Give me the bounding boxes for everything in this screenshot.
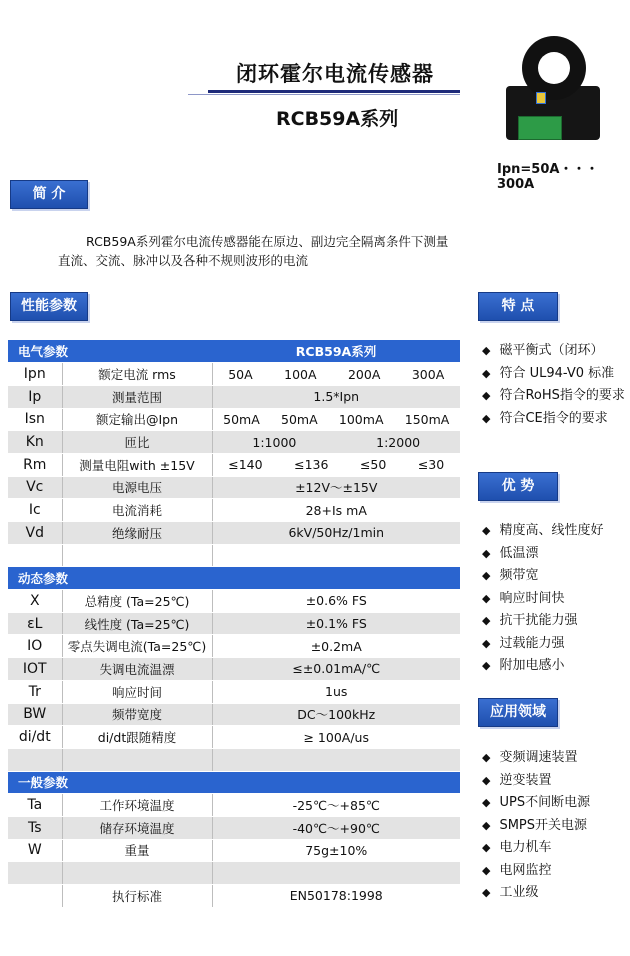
list-item: ◆ 附加电感小 <box>482 655 603 678</box>
param-name: 失调电流温漂 <box>62 658 212 681</box>
list-item-label: SMPS开关电源 <box>499 817 588 833</box>
table-row <box>8 680 460 703</box>
list-item: ◆ 变频调速装置 <box>482 747 590 770</box>
list-item: ◆ 符合 UL94-V0 标准 <box>482 363 625 386</box>
param-symbol: IO <box>8 635 62 658</box>
list-item: ◆ 符合CE指令的要求 <box>482 408 625 431</box>
list-item: ◆ 精度高、线性度好 <box>482 520 603 543</box>
table-row-blank <box>8 748 460 771</box>
list-item: ◆ 电力机车 <box>482 837 590 860</box>
param-symbol: Rm <box>8 453 62 476</box>
param-symbol: Ipn <box>8 363 62 386</box>
param-name: 电源电压 <box>62 476 212 499</box>
param-value: ±0.2mA <box>212 635 460 658</box>
list-item-label: 电力机车 <box>499 840 552 855</box>
param-name: 匝比 <box>62 431 212 454</box>
table-row <box>8 476 460 499</box>
param-value: DC～100kHz <box>212 703 460 726</box>
table-row <box>8 703 460 726</box>
param-value: ≥ 100A/us <box>212 726 460 749</box>
list-item-label: 精度高、线性度好 <box>499 523 604 538</box>
features-heading: 特 点 <box>478 292 558 321</box>
param-name: 额定电流 rms <box>62 363 212 386</box>
advantages-list <box>482 520 603 678</box>
param-symbol: Kn <box>8 431 62 454</box>
list-item-label: 符合 UL94-V0 标准 <box>499 365 615 381</box>
table-row <box>8 408 460 431</box>
param-value: 100mA <box>338 411 384 427</box>
table-row <box>8 590 460 613</box>
param-value: ±0.1% FS <box>212 612 460 635</box>
list-item-label: 抗干扰能力强 <box>499 613 578 628</box>
param-value: ±0.6% FS <box>212 590 460 613</box>
param-name: 绝缘耐压 <box>62 522 212 545</box>
param-symbol: di/dt <box>8 726 62 749</box>
param-value: ≤136 <box>294 457 329 473</box>
table-row <box>8 885 460 908</box>
list-item: ◆ UPS不间断电源 <box>482 792 590 815</box>
applications-list <box>482 747 590 905</box>
table-row-blank <box>8 862 460 885</box>
table-row <box>8 839 460 862</box>
param-value: -40℃～+90℃ <box>212 816 460 839</box>
performance-heading: 性能参数 <box>10 292 88 321</box>
table-row <box>8 522 460 545</box>
param-value: 300A <box>411 366 445 382</box>
intro-heading: 简 介 <box>10 180 88 209</box>
table-row <box>8 431 460 454</box>
list-item-label: 工业级 <box>499 885 539 900</box>
features-list <box>482 340 625 430</box>
table-row <box>8 385 460 408</box>
list-item: ◆ 频带宽 <box>482 565 603 588</box>
param-symbol: Vc <box>8 476 62 499</box>
intro-text: RCB59A系列霍尔电流传感器能在原边、副边完全隔离条件下测量直流、交流、脉冲以及各种不规则波形的电流 <box>58 234 449 268</box>
param-value: ≤30 <box>417 457 445 473</box>
ipn-range: Ipn=50A・・・300A <box>497 162 599 192</box>
advantages-heading: 优 势 <box>478 472 558 501</box>
list-item-label: 低温漂 <box>499 545 539 561</box>
list-item-label: 磁平衡式（闭环） <box>499 343 604 358</box>
specs-table <box>8 340 460 908</box>
param-value: 100A <box>284 366 317 382</box>
table-row <box>8 658 460 681</box>
series-label: RCB59A系列 <box>212 340 460 363</box>
list-item-label: 逆变装置 <box>499 772 552 788</box>
list-item: ◆ 逆变装置 <box>482 770 590 793</box>
list-item-label: 电网监控 <box>499 862 552 878</box>
table-row <box>8 794 460 817</box>
param-name: di/dt跟随精度 <box>62 726 212 749</box>
param-symbol: Isn <box>8 408 62 431</box>
section-label: 一般参数 <box>18 775 69 791</box>
sensor-product-image <box>506 36 600 146</box>
param-name: 额定输出@Ipn <box>62 408 212 431</box>
list-item: ◆ 符合RoHS指令的要求 <box>482 385 625 408</box>
list-item: ◆ SMPS开关电源 <box>482 815 590 838</box>
param-symbol: W <box>8 839 62 862</box>
list-item-label: 频带宽 <box>499 568 539 583</box>
param-value: 50mA <box>223 411 260 427</box>
param-value: ≤50 <box>359 457 387 473</box>
sensor-ring <box>522 36 586 100</box>
table-row-blank <box>8 544 460 567</box>
param-symbol: IOT <box>8 658 62 681</box>
param-value: 6kV/50Hz/1min <box>212 522 460 545</box>
param-value: 150mA <box>404 411 450 427</box>
param-value: 75g±10% <box>212 839 460 862</box>
param-symbol: Vd <box>8 522 62 545</box>
param-name: 测量电阻with ±15V <box>62 453 212 476</box>
sensor-connector <box>518 116 562 140</box>
param-name: 线性度 (Ta=25℃) <box>62 612 212 635</box>
param-value: 50mA <box>281 411 318 427</box>
page-subtitle: RCB59A系列 <box>276 108 399 130</box>
section-label: 动态参数 <box>18 571 69 587</box>
list-item-label: 响应时间快 <box>499 590 565 606</box>
list-item: ◆ 过载能力强 <box>482 633 603 656</box>
list-item: ◆ 磁平衡式（闭环） <box>482 340 625 363</box>
param-value: EN50178:1998 <box>212 885 460 908</box>
param-name: 频带宽度 <box>62 703 212 726</box>
list-item: ◆ 低温漂 <box>482 543 603 566</box>
param-name: 执行标准 <box>62 885 212 908</box>
param-symbol: X <box>8 590 62 613</box>
list-item: ◆ 工业级 <box>482 882 590 905</box>
param-name: 零点失调电流(Ta=25℃) <box>62 635 212 658</box>
param-name: 总精度 (Ta=25℃) <box>62 590 212 613</box>
param-value: 1:2000 <box>376 434 421 450</box>
param-name: 储存环境温度 <box>62 816 212 839</box>
title-rule-thin <box>188 94 460 95</box>
param-value: ±12V～±15V <box>212 476 460 499</box>
param-symbol: Ta <box>8 794 62 817</box>
param-value: 28+Is mA <box>212 499 460 522</box>
param-name: 重量 <box>62 839 212 862</box>
param-symbol: Ic <box>8 499 62 522</box>
section-label: 电气参数 <box>18 344 69 360</box>
table-row <box>8 816 460 839</box>
list-item-label: 变频调速装置 <box>499 750 578 765</box>
list-item-label: 符合RoHS指令的要求 <box>499 388 625 403</box>
param-symbol: Tr <box>8 680 62 703</box>
list-item-label: 符合CE指令的要求 <box>499 410 608 426</box>
list-item-label: UPS不间断电源 <box>499 795 591 810</box>
param-value: 1.5*Ipn <box>212 385 460 408</box>
param-value: 200A <box>347 366 381 382</box>
list-item: ◆ 抗干扰能力强 <box>482 610 603 633</box>
table-row <box>8 612 460 635</box>
param-name: 电流消耗 <box>62 499 212 522</box>
applications-heading: 应用领域 <box>478 698 558 727</box>
param-value: 50A <box>228 366 253 382</box>
param-symbol: εL <box>8 612 62 635</box>
section-electrical <box>8 340 460 363</box>
table-row <box>8 635 460 658</box>
param-symbol: Ip <box>8 385 62 408</box>
page-title: 闭环霍尔电流传感器 <box>236 62 434 86</box>
param-symbol: BW <box>8 703 62 726</box>
param-value: -25℃～+85℃ <box>212 794 460 817</box>
param-value: ≤±0.01mA/℃ <box>212 658 460 681</box>
param-name: 响应时间 <box>62 680 212 703</box>
title-rule <box>208 90 460 93</box>
sensor-label <box>536 92 546 104</box>
table-row <box>8 363 460 386</box>
param-value: 1:1000 <box>252 434 297 450</box>
section-dynamic <box>8 567 460 590</box>
list-item-label: 附加电感小 <box>499 658 565 673</box>
table-row <box>8 453 460 476</box>
param-name: 测量范围 <box>62 385 212 408</box>
list-item: ◆ 响应时间快 <box>482 588 603 611</box>
list-item: ◆ 电网监控 <box>482 860 590 883</box>
param-name: 工作环境温度 <box>62 794 212 817</box>
param-value: ≤140 <box>228 457 263 473</box>
table-row <box>8 499 460 522</box>
list-item-label: 过载能力强 <box>499 635 565 651</box>
param-symbol: Ts <box>8 816 62 839</box>
table-row <box>8 726 460 749</box>
param-value: 1us <box>212 680 460 703</box>
section-general <box>8 771 460 794</box>
